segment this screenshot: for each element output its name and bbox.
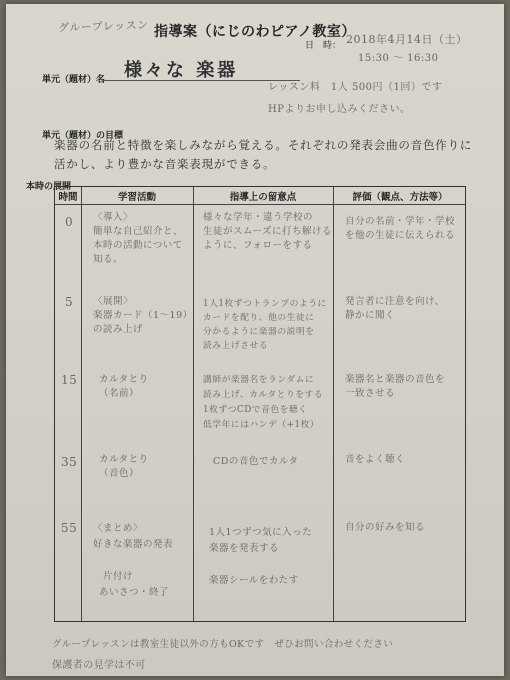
goal-text-line-2: 活かし、より豊かな音楽表現ができる。 bbox=[54, 157, 276, 171]
row-activity: 〈まとめ〉 好きな楽器の発表 片付け あいさつ・終了 bbox=[93, 523, 174, 598]
row-time: 15 bbox=[61, 373, 78, 387]
goal-label: 単元（題材）の目標 bbox=[42, 131, 124, 141]
column-divider bbox=[193, 187, 194, 621]
header-divider bbox=[55, 204, 465, 205]
date-value: 2018年4月14日（土） bbox=[346, 33, 468, 46]
row-points: 様々な学年・違う学校の 生徒がスムーズに打ち解ける ように、フォローをする bbox=[203, 212, 333, 251]
lesson-plan-sheet bbox=[6, 4, 504, 676]
row-evaluation: 自分の好みを知る bbox=[345, 522, 426, 533]
time-value: 15:30 〜 16:30 bbox=[358, 53, 439, 64]
row-evaluation: 音をよく聴く bbox=[345, 454, 406, 465]
row-points: CDの音色でカルタ bbox=[213, 456, 299, 467]
footer-note-line-1: グループレッスンは教室生徒以外の方もOKです ぜひお問い合わせください bbox=[52, 639, 394, 650]
document-title: 指導案（にじのわピアノ教室） bbox=[154, 24, 356, 40]
goal-text-line-1: 楽器の名前と特徴を楽しみながら覚える。それぞれの発表会曲の音色作りに bbox=[54, 138, 473, 152]
lesson-fee-note: レッスン料 1人 500円（1回）です bbox=[268, 82, 443, 93]
unit-value: 様々な 楽器 bbox=[124, 60, 239, 81]
website-apply-note: HPよりお申し込みください。 bbox=[268, 104, 411, 115]
row-time: 35 bbox=[61, 455, 78, 469]
row-time: 5 bbox=[65, 295, 74, 309]
row-points: 講師が楽器名をランダムに 読み上げ、カルタとりをする 1枚ずつCDで音色を聴く 低学年にはハンデ（+1枚） bbox=[203, 375, 324, 430]
header-time: 時間 bbox=[58, 192, 78, 203]
row-activity: 〈展開〉 楽器カード（1〜19） の読み上げ bbox=[93, 296, 193, 335]
row-points: 1人1枚ずつトランプのように カードを配り、他の生徒に 分かるように楽器の説明を 読み上げさせる bbox=[203, 299, 327, 351]
header-points: 指導上の留意点 bbox=[229, 192, 297, 203]
group-lesson-label: グループレッスン bbox=[57, 18, 149, 35]
lesson-development-table bbox=[54, 186, 466, 622]
row-activity: カルタとり （名前） bbox=[99, 374, 149, 399]
header-evaluation: 評価（観点、方法等） bbox=[352, 192, 448, 203]
column-divider bbox=[81, 187, 82, 621]
row-evaluation: 楽器名と楽器の音色を 一致させる bbox=[345, 374, 446, 399]
footer-note-line-2: 保護者の見学は不可 bbox=[52, 660, 146, 671]
row-activity: 〈導入〉 簡単な自己紹介と、 本時の活動について 知る。 bbox=[93, 212, 184, 265]
development-label: 本時の展開 bbox=[26, 182, 72, 192]
row-time: 0 bbox=[65, 215, 74, 229]
column-divider bbox=[333, 187, 334, 621]
row-activity: カルタとり （音色） bbox=[99, 454, 149, 479]
row-points: 1人1つずつ気に入った 楽器を発表する 楽器シールをわたす bbox=[209, 527, 313, 586]
unit-label: 単元（題材）名 bbox=[42, 75, 106, 85]
row-evaluation: 自分の名前・学年・学校 を他の生徒に伝えられる bbox=[345, 216, 456, 241]
row-time: 55 bbox=[61, 521, 78, 535]
row-evaluation: 発言者に注意を向け、 静かに聞く bbox=[345, 296, 445, 321]
header-activity: 学習活動 bbox=[117, 192, 156, 203]
date-label: 日 時： bbox=[305, 41, 342, 51]
